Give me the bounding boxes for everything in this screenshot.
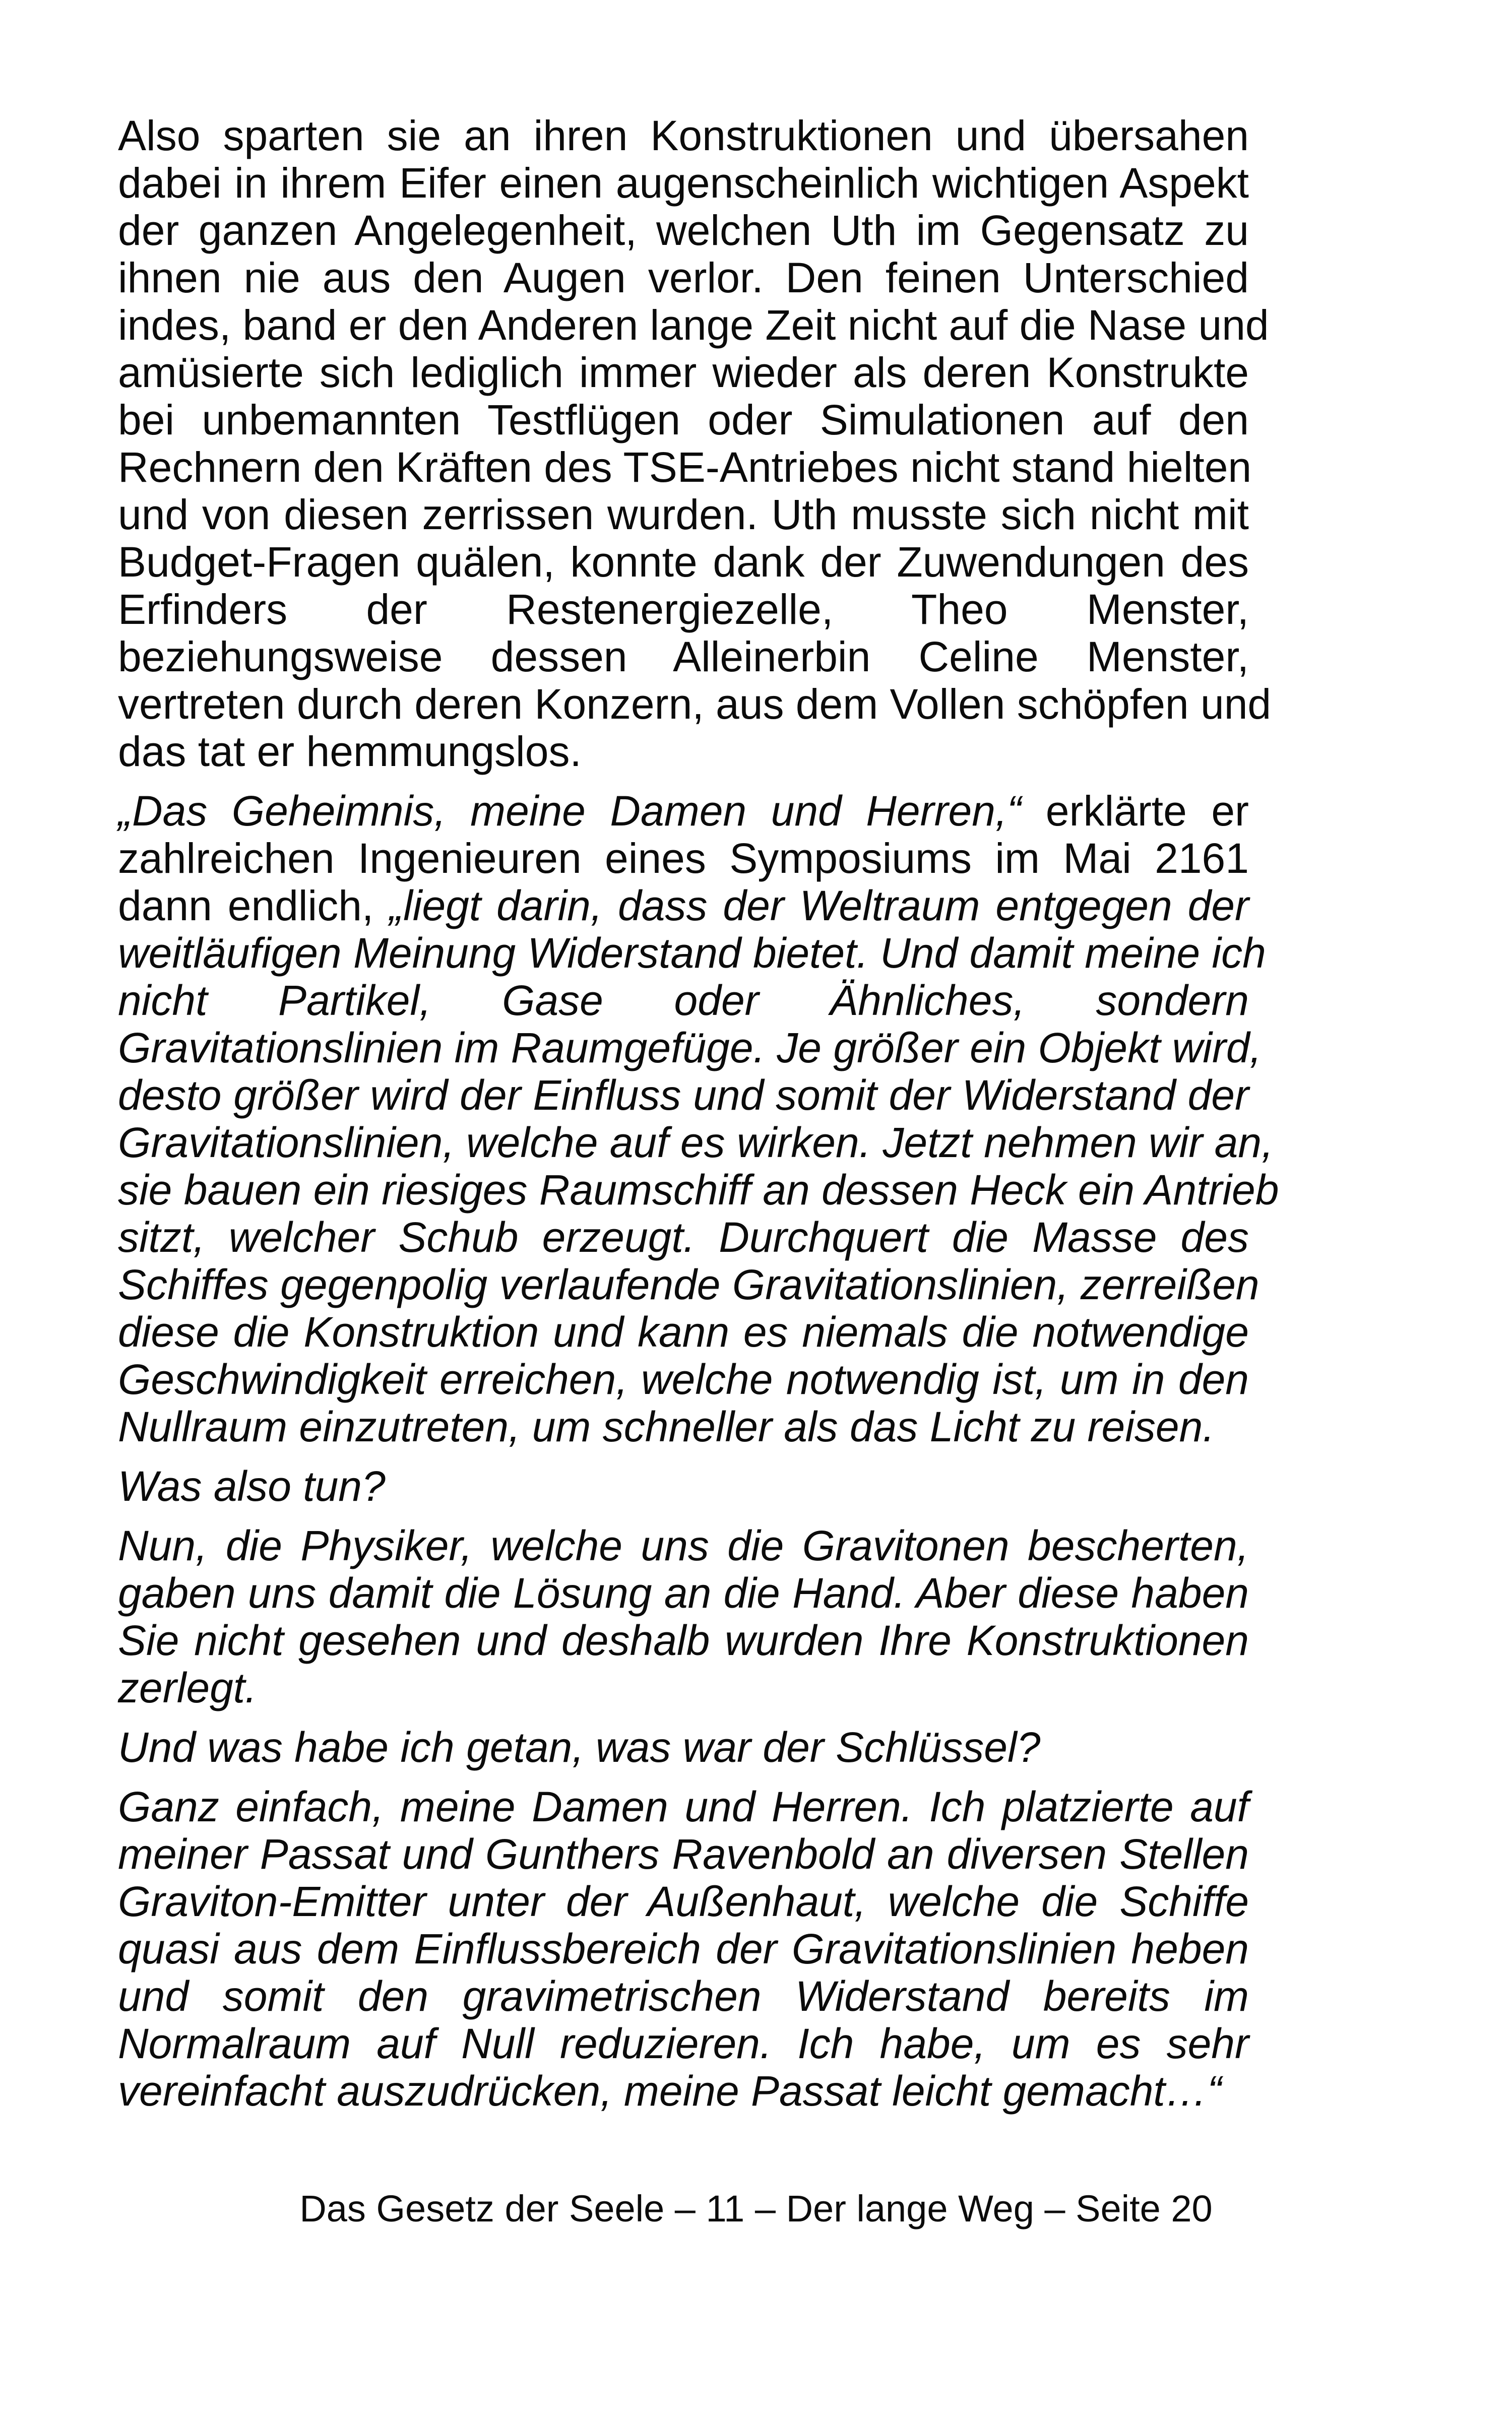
text-line: Und was habe ich getan, was war der Schlüssel? (118, 1724, 1041, 1771)
paragraph (118, 1462, 1249, 1510)
text-line: amüsierte sich lediglich immer wieder als deren Konstrukte (118, 349, 1249, 396)
text-line: Sie nicht gesehen und deshalb wurden Ihre Konstruktionen (118, 1617, 1249, 1664)
italic-text: weitläufigen Meinung Widerstand bietet. Und damit meine ich (118, 929, 1266, 977)
text-line (118, 977, 1249, 1024)
text-line: quasi aus dem Einflussbereich der Gravitationslinien heben (118, 1925, 1249, 1973)
italic-text: Gravitationslinien im Raumgefüge. Je größer ein Objekt wird, (118, 1024, 1262, 1071)
text-line: Also sparten sie an ihren Konstruktionen und übersahen (118, 112, 1249, 159)
italic-text: desto größer wird der Einfluss und somit der Widerstand der (118, 1071, 1249, 1119)
page-footer: Das Gesetz der Seele – 11 – Der lange Weg – Seite 20 (299, 2188, 1213, 2230)
text-line (118, 835, 1249, 882)
text-line (118, 787, 1249, 835)
italic-text: diese die Konstruktion und kann es niemals die notwendige (118, 1308, 1249, 1356)
italic-text: nicht Partikel, Gase oder Ähnliches, sondern (118, 977, 1249, 1024)
text-line (118, 1261, 1259, 1308)
text-line: Graviton-Emitter unter der Außenhaut, welche die Schiffe (118, 1878, 1249, 1925)
body-text (118, 112, 1279, 2115)
paragraph (118, 1724, 1249, 1771)
text-line (118, 929, 1266, 977)
text-line: indes, band er den Anderen lange Zeit nicht auf die Nase und (118, 301, 1269, 349)
text-line: beziehungsweise dessen Alleinerbin Celine Menster, (118, 633, 1249, 680)
text-line: meiner Passat und Gunthers Ravenbold an diversen Stellen (118, 1830, 1249, 1878)
italic-text: Nullraum einzutreten, um schneller als das Licht zu reisen. (118, 1403, 1215, 1450)
italic-text: Schiffes gegenpolig verlaufende Gravitationslinien, zerreißen (118, 1261, 1259, 1308)
text-line (118, 1119, 1274, 1166)
italic-text: „Das Geheimnis, meine Damen und Herren,“ (118, 787, 1022, 835)
text-segment: erklärte er (1021, 787, 1249, 835)
text-line: vereinfacht auszudrücken, meine Passat leicht gemacht…“ (118, 2067, 1222, 2115)
text-segment: zahlreichen Ingenieuren eines Symposiums im Mai 2161 (118, 835, 1249, 882)
text-line (118, 1308, 1249, 1356)
text-line: Budget-Fragen quälen, konnte dank der Zuwendungen des (118, 538, 1249, 586)
italic-text: „liegt darin, dass der Weltraum entgegen der (389, 882, 1249, 929)
text-segment: dann endlich, (118, 882, 390, 929)
paragraph (118, 787, 1279, 1450)
text-line (118, 1024, 1262, 1071)
text-line: Was also tun? (118, 1462, 386, 1510)
text-line: Rechnern den Kräften des TSE-Antriebes nicht stand hielten (118, 443, 1252, 491)
text-line: dabei in ihrem Eifer einen augenscheinlich wichtigen Aspekt (118, 159, 1249, 207)
italic-text: sie bauen ein riesiges Raumschiff an dessen Heck ein Antrieb (118, 1166, 1279, 1214)
paragraph (118, 112, 1272, 775)
text-line: und von diesen zerrissen wurden. Uth musste sich nicht mit (118, 491, 1249, 538)
text-line: Nun, die Physiker, welche uns die Gravitonen bescherten, (118, 1522, 1249, 1569)
paragraph (118, 1783, 1249, 2115)
text-line: bei unbemannten Testflügen oder Simulationen auf den (118, 396, 1249, 443)
text-line: Erfinders der Restenergiezelle, Theo Menster, (118, 586, 1249, 633)
text-line: und somit den gravimetrischen Widerstand bereits im (118, 1973, 1249, 2020)
text-line (118, 1356, 1249, 1403)
text-line: Normalraum auf Null reduzieren. Ich habe, um es sehr (118, 2020, 1249, 2067)
text-line (118, 1214, 1249, 1261)
text-line: zerlegt. (118, 1664, 257, 1711)
text-line (118, 1403, 1249, 1450)
paragraph (118, 1522, 1249, 1711)
text-line (118, 882, 1249, 929)
italic-text: Geschwindigkeit erreichen, welche notwendig ist, um in den (118, 1356, 1249, 1403)
text-line: ihnen nie aus den Augen verlor. Den feinen Unterschied (118, 254, 1249, 301)
text-line: Ganz einfach, meine Damen und Herren. Ich platzierte auf (118, 1783, 1249, 1830)
text-line: vertreten durch deren Konzern, aus dem Vollen schöpfen und (118, 680, 1272, 728)
italic-text: sitzt, welcher Schub erzeugt. Durchquert die Masse des (118, 1214, 1249, 1261)
text-line: das tat er hemmungslos. (118, 728, 582, 775)
text-line (118, 1071, 1249, 1119)
text-line: gaben uns damit die Lösung an die Hand. Aber diese haben (118, 1569, 1249, 1617)
text-line (118, 1166, 1279, 1214)
italic-text: Gravitationslinien, welche auf es wirken. Jetzt nehmen wir an, (118, 1119, 1274, 1166)
text-line: der ganzen Angelegenheit, welchen Uth im Gegensatz zu (118, 207, 1249, 254)
